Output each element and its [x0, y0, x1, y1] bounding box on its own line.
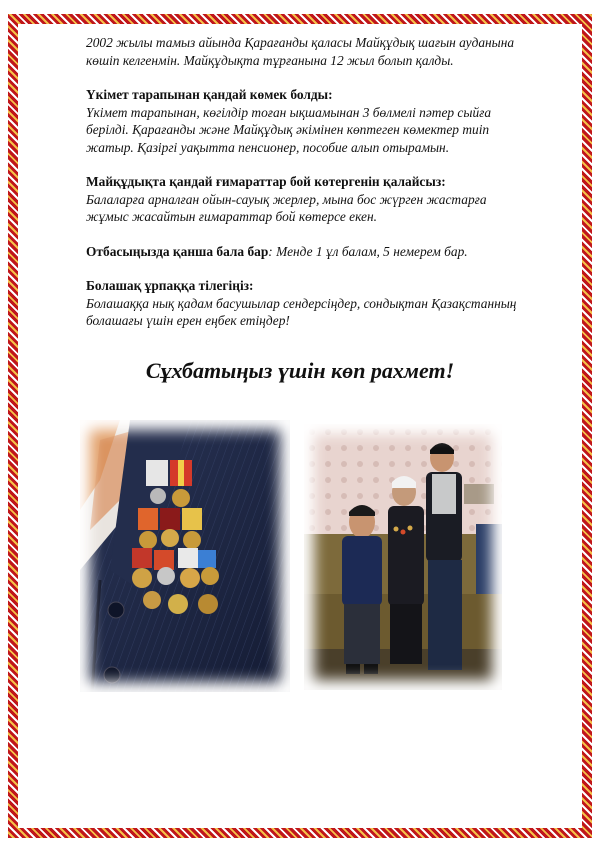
qa-buildings [86, 173, 526, 226]
interview-text [86, 34, 526, 330]
intro-paragraph: 2002 жылы тамыз айында Қарағанды қаласы Майқұдық шағын ауданына көшіп келгенмін. Майқұдықта тұрғанына 12 жыл болып қалды. [86, 35, 515, 68]
qa-wishes [86, 277, 526, 330]
answer-3: Менде 1 ұл балам, 5 немерем бар. [272, 243, 468, 259]
medals-photo [80, 420, 290, 692]
qa-help [86, 86, 526, 156]
question-3-colon: : [268, 243, 273, 259]
qa-children [86, 243, 526, 261]
thanks-heading: Сұхбатыңыз үшін көп рахмет! [145, 358, 455, 383]
answer-2: Балаларға арналған ойын-сауық жерлер, мына бос жүрген жастарға жұмыс жасайтын ғимараттар бой көтерсе екен. [86, 191, 487, 224]
family-photo [304, 424, 502, 690]
question-2: Майқұдықта қандай ғимараттар бой көтергенін қалайсыз: [86, 174, 446, 189]
question-4: Болашақ ұрпаққа тілегіңіз: [86, 278, 254, 293]
question-3: Отбасыңызда қанша бала бар [86, 243, 269, 259]
question-1: Үкімет тарапынан қандай көмек болды: [86, 87, 333, 102]
answer-1: Үкімет тарапынан, көгілдір тоған ықшамынан 3 бөлмелі пәтер сыйға берілді. Қарағанды және Майқұдық әкімінен көптеген көмектер тиіп жатыр. Қазіргі уақытта пенсионер, пособие алып отырамын. [86, 104, 492, 155]
answer-4: Болашаққа нық қадам басушылар сендерсіңдер, сондықтан Қазақстанның болашағы үшін ерен еңбек етіңдер! [86, 295, 517, 328]
